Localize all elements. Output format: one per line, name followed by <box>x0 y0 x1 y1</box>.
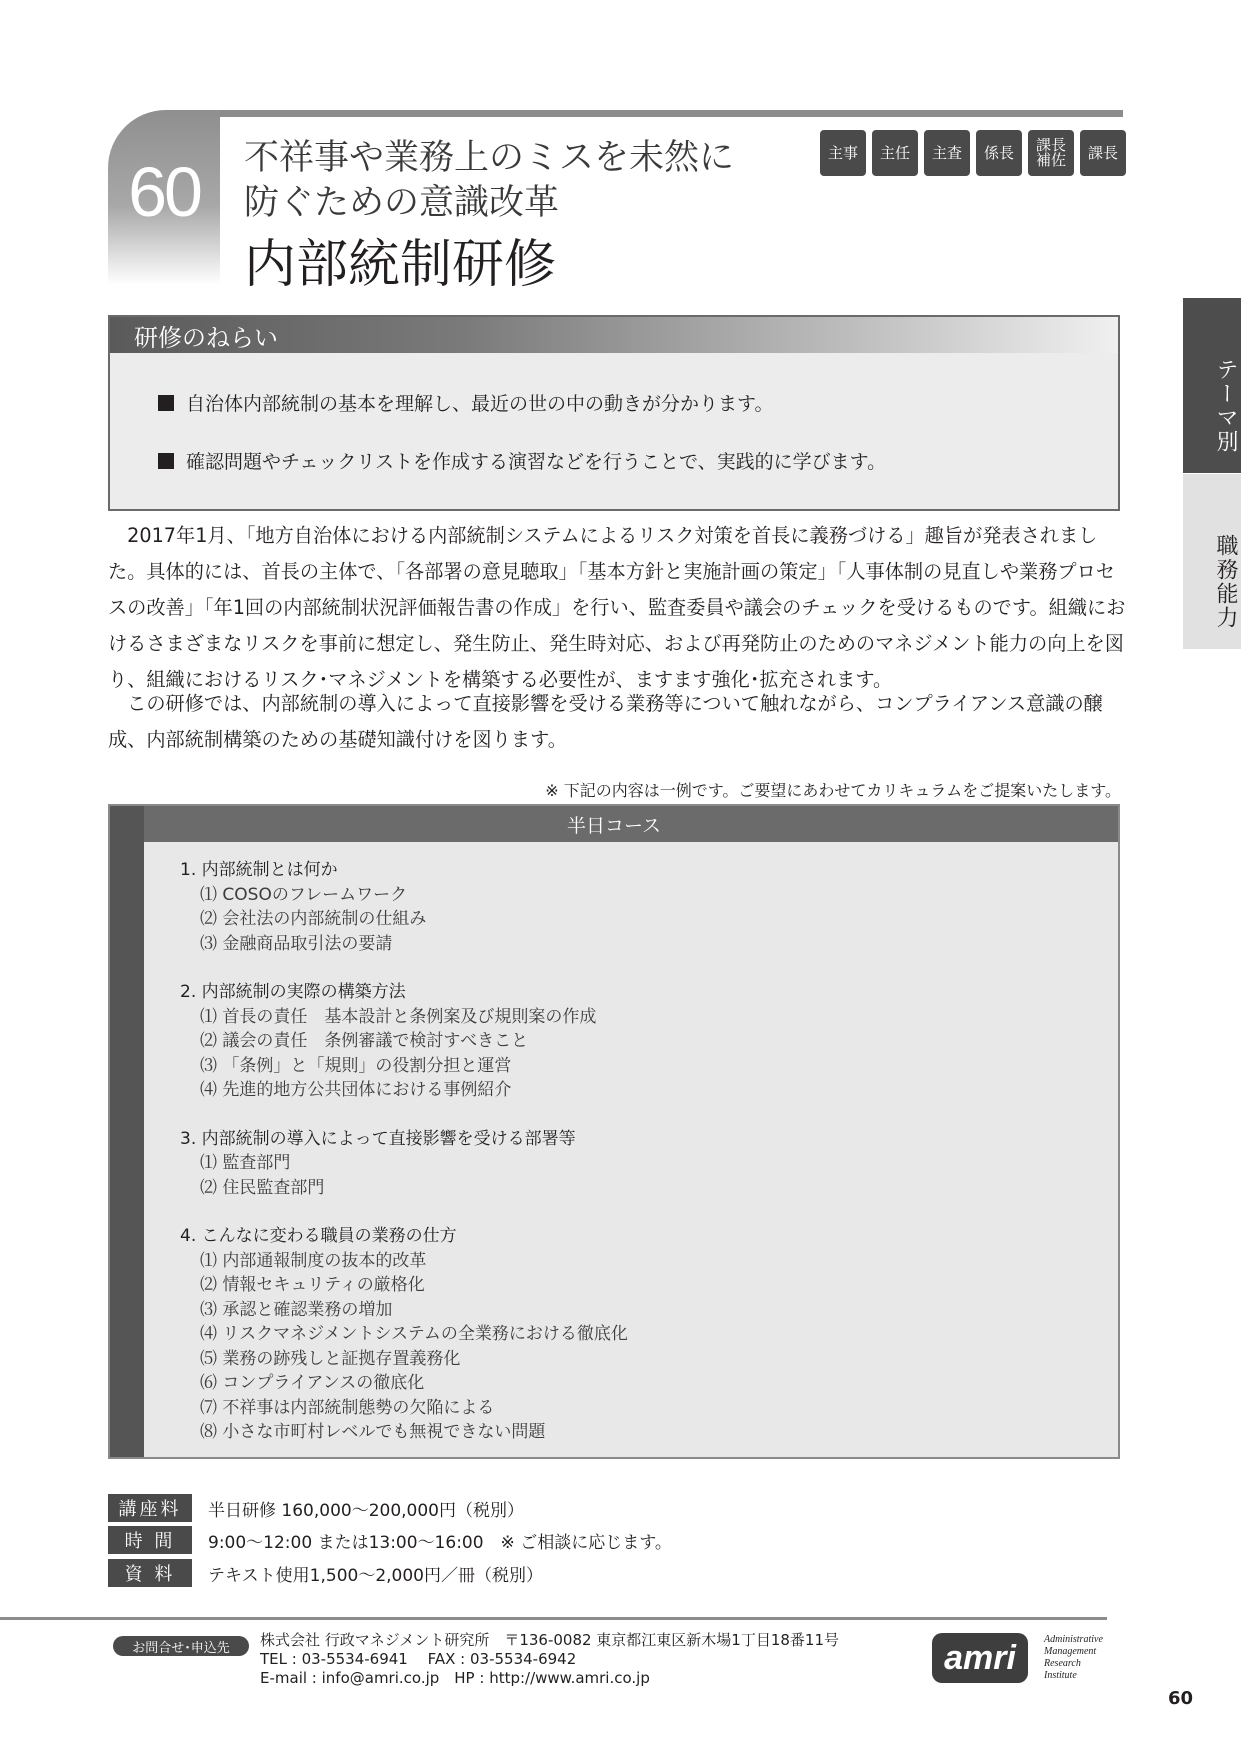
contact-label: お問合せ･申込先 <box>113 1636 249 1656</box>
section-item: ⑷ リスクマネジメントシステムの全業務における徹底化 <box>200 1324 628 1344</box>
contact-email-web[interactable]: E-mail : info@amri.co.jp HP : http://www.amri.co.jp <box>260 1669 650 1687</box>
curriculum-note: ※ 下記の内容は一例です。ご要望にあわせてカリキュラムをご提案いたします。 <box>545 781 1121 800</box>
side-tab-theme[interactable]: テーマ別 <box>1183 298 1241 473</box>
subtitle-line-1: 不祥事や業務上のミスを未然に <box>244 138 735 178</box>
square-bullet-icon <box>158 453 174 469</box>
square-bullet-icon <box>158 395 174 411</box>
logo-sub-line: Management <box>1044 1646 1097 1657</box>
contact-address: 株式会社 行政マネジメント研究所 〒136-0082 東京都江東区新木場1丁目18番11号 <box>260 1631 840 1649</box>
section-title: 1. 内部統制とは何か <box>180 860 338 880</box>
badge-kacho: 課長 <box>1080 130 1126 176</box>
section-item: ⑴ 首長の責任 基本設計と条例案及び規則案の作成 <box>200 1006 597 1027</box>
section-item: ⑶ 「条例」と「規則」の役割分担と運営 <box>200 1055 512 1076</box>
logo-sub-line: Institute <box>1044 1670 1077 1681</box>
section-item: ⑵ 議会の責任 条例審議で検討すべきこと <box>200 1031 529 1051</box>
time-row <box>108 1526 672 1554</box>
target-level-badges <box>820 130 1126 176</box>
material-value: テキスト使用1,500～2,000円／冊（税別） <box>208 1565 543 1586</box>
course-number: 60 <box>128 153 200 231</box>
aim-item <box>158 389 773 416</box>
aim-item-text: 確認問題やチェックリストを作成する演習などを行うことで、実践的に学びます。 <box>186 451 887 473</box>
paragraph-line: 成、内部統制構築のための基礎知識付けを図ります。 <box>108 728 567 751</box>
paragraph-line: この研修では、内部統制の導入によって直接影響を受ける業務等について触れながら、コンプライアンス意識の醸 <box>108 692 1103 715</box>
badge-shusa: 主査 <box>924 130 970 176</box>
contact-info <box>260 1631 839 1688</box>
section-item: ⑹ コンプライアンスの徹底化 <box>200 1373 425 1393</box>
header-rule <box>218 110 1123 117</box>
section-item: ⑴ 監査部門 <box>200 1153 291 1173</box>
section-item: ⑸ 業務の跡残しと証拠存置義務化 <box>200 1348 461 1369</box>
section-item: ⑻ 小さな市町村レベルでも無視できない問題 <box>200 1422 546 1442</box>
material-row <box>108 1559 543 1587</box>
course-section <box>180 980 628 1103</box>
section-item: ⑴ COSOのフレームワーク <box>200 884 408 905</box>
paragraph-line: スの改善」「年1回の内部統制状況評価報告書の作成」を行い、監査委員や議会のチェックを受けるものです。組織にお <box>108 596 1126 619</box>
badge-kakaricho: 係長 <box>976 130 1022 176</box>
page-number: 60 <box>1168 1688 1194 1709</box>
logo-subtitle <box>1044 1634 1103 1682</box>
side-tab-job-skills[interactable]: 職務能力 <box>1183 474 1241 649</box>
course-box <box>108 804 1120 1459</box>
section-item: ⑶ 承認と確認業務の増加 <box>200 1299 393 1320</box>
section-title: 2. 内部統制の実際の構築方法 <box>180 982 406 1002</box>
section-title: 3. 内部統制の導入によって直接影響を受ける部署等 <box>180 1128 576 1149</box>
aim-item-text: 自治体内部統制の基本を理解し、最近の世の中の動きが分かります。 <box>186 393 774 415</box>
course-side-bar <box>110 806 144 1457</box>
section-item: ⑵ 情報セキュリティの厳格化 <box>200 1275 425 1295</box>
material-label: 資 料 <box>108 1559 192 1587</box>
footer-rule <box>0 1617 1107 1620</box>
course-section <box>180 858 628 956</box>
fee-value: 半日研修 160,000～200,000円（税別） <box>208 1500 525 1521</box>
page-title: 内部統制研修 <box>244 235 557 295</box>
amri-logo: amri <box>932 1633 1028 1683</box>
course-outline <box>180 858 628 1469</box>
section-item: ⑴ 内部通報制度の抜本的改革 <box>200 1250 427 1271</box>
time-value: 9:00～12:00 または13:00～16:00 ※ ご相談に応じます。 <box>208 1532 672 1553</box>
fee-label: 講座料 <box>108 1494 192 1522</box>
badge-kacho-hosa: 課長 補佐 <box>1028 130 1074 176</box>
course-section <box>180 1127 628 1201</box>
logo-sub-line: Research <box>1044 1658 1081 1669</box>
paragraph-line: り、組織におけるリスク･マネジメントを構築する必要性が、ますます強化･拡充されます。 <box>108 668 893 691</box>
course-heading: 半日コース <box>110 806 1118 842</box>
aim-heading: 研修のねらい <box>110 317 1118 353</box>
description-paragraph-1 <box>108 518 1126 698</box>
description-paragraph-2 <box>108 686 1120 758</box>
section-item: ⑺ 不祥事は内部統制態勢の欠陥による <box>200 1397 495 1418</box>
badge-shunin: 主任 <box>872 130 918 176</box>
aim-box <box>108 315 1120 511</box>
subtitle-line-2: 防ぐための意識改革 <box>244 183 560 223</box>
paragraph-line: 2017年1月、「地方自治体における内部統制システムによるリスク対策を首長に義務づける」趣旨が発表されまし <box>108 524 1098 547</box>
section-item: ⑷ 先進的地方公共団体における事例紹介 <box>200 1080 512 1100</box>
fee-row <box>108 1494 524 1522</box>
section-item: ⑶ 金融商品取引法の要請 <box>200 933 393 954</box>
badge-shuji: 主事 <box>820 130 866 176</box>
logo-sub-line: Administrative <box>1044 1634 1103 1645</box>
section-title: 4. こんなに変わる職員の業務の仕方 <box>180 1226 457 1246</box>
section-item: ⑵ 住民監査部門 <box>200 1177 325 1198</box>
paragraph-line: けるさまざまなリスクを事前に想定し、発生防止、発生時対応、および再発防止のためのマネジメント能力の向上を図 <box>108 632 1124 655</box>
course-section <box>180 1224 628 1445</box>
paragraph-line: た。具体的には、首長の主体で、「各部署の意見聴取」「基本方針と実施計画の策定」「人事体制の見直しや業務プロセ <box>108 560 1115 583</box>
section-item: ⑵ 会社法の内部統制の仕組み <box>200 909 427 929</box>
aim-item <box>158 447 886 474</box>
time-label: 時 間 <box>108 1526 192 1554</box>
contact-phone-fax: TEL : 03-5534-6941 FAX : 03-5534-6942 <box>260 1650 577 1668</box>
